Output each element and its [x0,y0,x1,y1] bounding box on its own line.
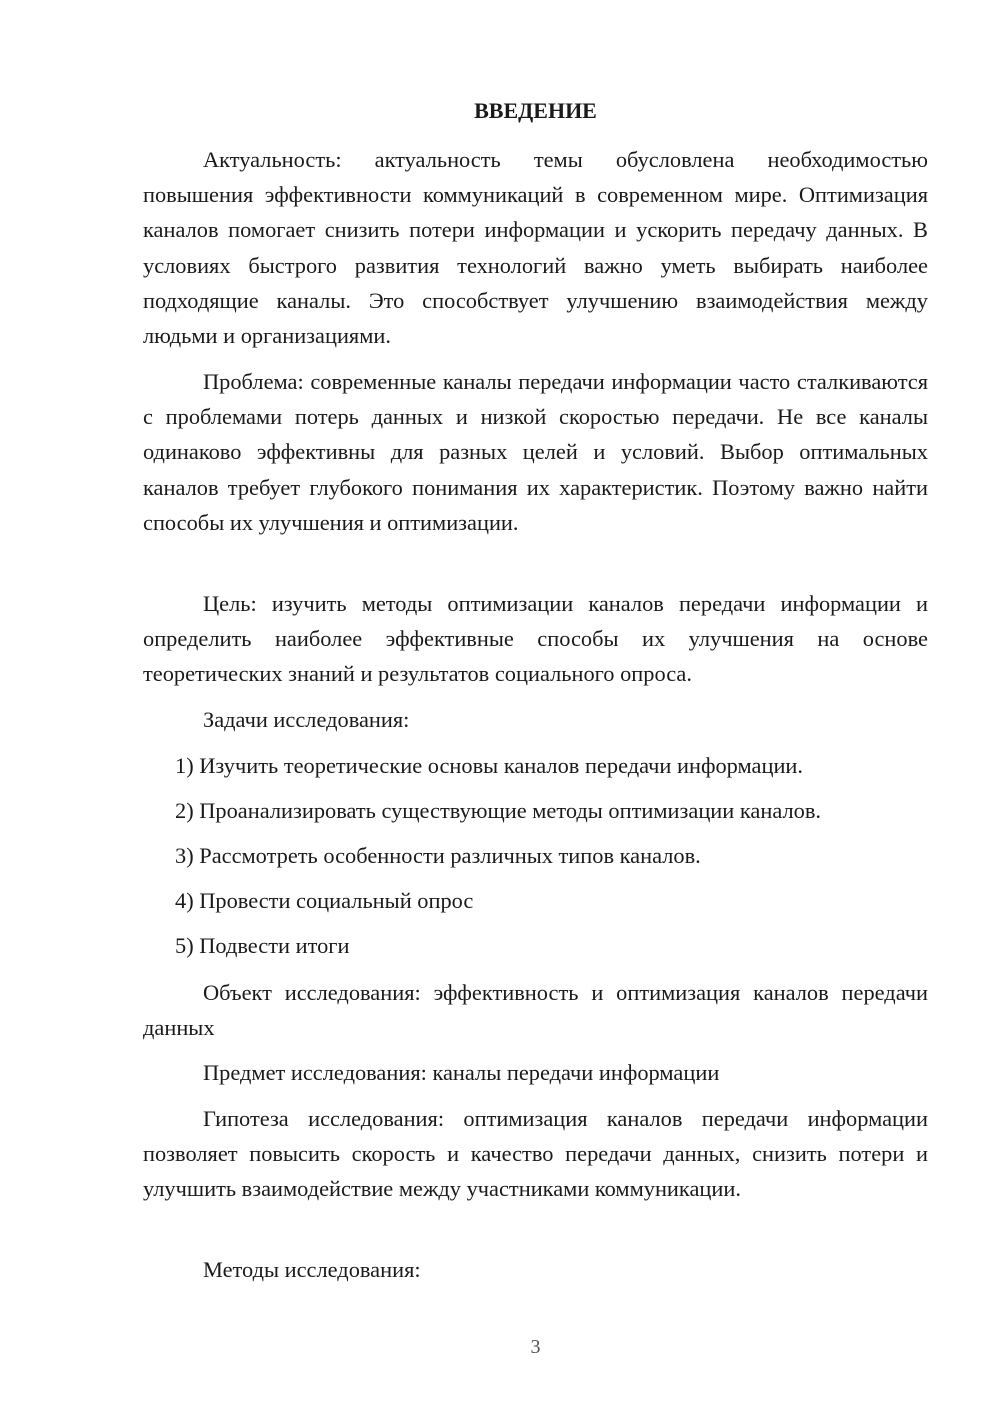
tasks-heading: Задачи исследования: [203,707,410,732]
problem-paragraph: Проблема: современные каналы передачи информации часто сталкиваются с проблемами потерь данных и низкой скоростью передачи. Не все каналы одинаково эффективны для разных целей и условий. Выбор оптимальных каналов требует глубокого понимания их характеристик. Поэтому важно найти способы их улучшения и оптимизации. [143,369,928,535]
task-item: 2) Проанализировать существующие методы оптимизации каналов. [175,798,821,823]
methods-heading: Методы исследования: [203,1257,421,1282]
subject-line: Предмет исследования: каналы передачи информации [203,1060,720,1085]
section-heading: ВВЕДЕНИЕ [474,98,597,123]
task-item: 5) Подвести итоги [175,933,350,958]
hypothesis-paragraph: Гипотеза исследования: оптимизация каналов передачи информации позволяет повысить скорость и качество передачи данных, снизить потери и улучшить взаимодействие между участниками коммуникации. [143,1106,928,1202]
goal-paragraph: Цель: изучить методы оптимизации каналов передачи информации и определить наиболее эффективные способы их улучшения на основе теоретических знаний и результатов социального опроса. [143,591,928,687]
task-item: 1) Изучить теоретические основы каналов передачи информации. [175,753,804,778]
page-number: 3 [530,1336,541,1358]
document-page [143,0,928,1414]
object-paragraph: Объект исследования: эффективность и оптимизация каналов передачи данных [143,980,928,1041]
relevance-paragraph: Актуальность: актуальность темы обусловлена необходимостью повышения эффективности коммуникаций в современном мире. Оптимизация каналов помогает снизить потери информации и ускорить передачу данных. В условиях быстрого развития технологий важно уметь выбирать наиболее подходящие каналы. Это способствует улучшению взаимодействия между людьми и организациями. [143,147,928,349]
task-item: 4) Провести социальный опрос [175,888,474,913]
task-item: 3) Рассмотреть особенности различных типов каналов. [175,843,701,868]
